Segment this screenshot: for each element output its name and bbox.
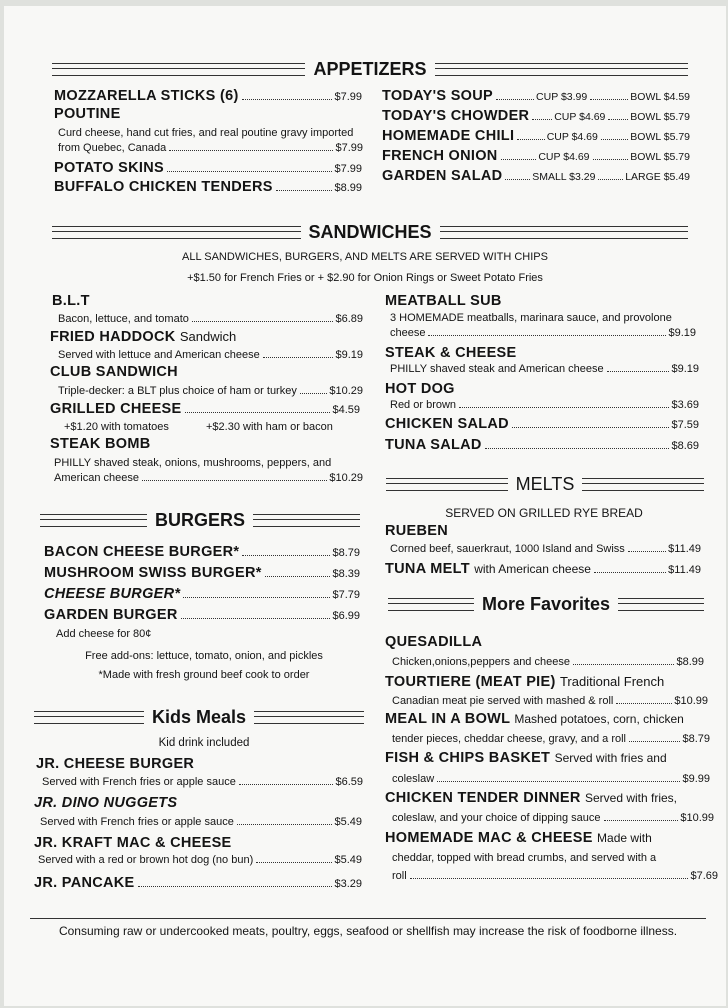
item-subtitle: with American cheese — [474, 562, 591, 576]
item-price: $10.99 — [674, 695, 708, 707]
item-subtitle: Served with fries and — [554, 751, 667, 765]
favorites-title: More Favorites — [481, 594, 611, 614]
item-desc: coleslaw, and your choice of dipping sauce — [392, 812, 601, 824]
addon-ham-bacon: +$2.30 with ham or bacon — [206, 421, 333, 433]
item-price: $11.49 — [668, 543, 701, 555]
item-desc: Served with a red or brown hot dog (no bun) — [38, 854, 254, 866]
menu-item-meal-bowl — [392, 733, 710, 745]
menu-item-garden-burger — [44, 607, 360, 623]
item-price: $7.99 — [335, 142, 363, 154]
menu-item-cheese-burger — [44, 586, 360, 602]
sandwiches-title: SANDWICHES — [308, 222, 432, 242]
item-subtitle: Made with — [597, 831, 652, 845]
menu-item-meatball — [390, 327, 696, 339]
item-name-hot-dog: HOT DOG — [385, 381, 455, 397]
item-name-steak-bomb: STEAK BOMB — [50, 436, 151, 452]
item-subtitle: Traditional French — [559, 674, 665, 689]
large-price: LARGE $5.49 — [625, 171, 690, 183]
item-price: $7.59 — [671, 419, 699, 431]
menu-item-tuna-salad — [385, 437, 699, 453]
menu-item-jr-dino — [40, 816, 362, 828]
item-desc-steak-bomb: PHILLY shaved steak, onions, mushrooms, peppers, and — [54, 457, 332, 469]
item-desc: coleslaw — [392, 773, 435, 785]
menu-item-homemade-chili — [382, 128, 690, 144]
item-desc: Triple-decker: a BLT plus choice of ham or turkey — [58, 385, 297, 397]
favorites-header — [388, 594, 704, 615]
appetizers-header — [52, 59, 688, 80]
menu-item-rueben — [390, 543, 701, 555]
item-name-meatball: MEATBALL SUB — [385, 293, 502, 309]
item-name-club: CLUB SANDWICH — [50, 364, 178, 380]
item-desc: roll — [392, 870, 407, 882]
item-name-tourtiere — [385, 674, 664, 690]
item-name: TUNA SALAD — [385, 437, 482, 453]
menu-item-mushroom-burger — [44, 565, 360, 581]
item-name: CHICKEN SALAD — [385, 416, 509, 432]
menu-item-potato-skins — [54, 160, 362, 176]
menu-item-hot-dog — [390, 399, 699, 411]
item-subtitle: Sandwich — [179, 329, 237, 344]
item-name: MUSHROOM SWISS BURGER* — [44, 565, 262, 581]
menu-item-tender-dinner — [392, 812, 714, 824]
item-desc: Served with French fries or apple sauce — [40, 816, 234, 828]
melts-title: MELTS — [515, 474, 575, 494]
footer-divider — [30, 918, 706, 919]
item-name: CHICKEN TENDER DINNER — [385, 790, 581, 806]
item-name-meal-bowl — [385, 711, 684, 727]
item-name: FRIED HADDOCK — [50, 329, 176, 345]
menu-item-grilled-cheese — [50, 401, 360, 417]
item-name: GRILLED CHEESE — [50, 401, 182, 417]
item-subtitle: Served with fries, — [584, 791, 678, 805]
item-desc: Canadian meat pie served with mashed & roll — [392, 695, 614, 707]
cup-price: CUP $3.99 — [536, 91, 588, 103]
kids-drink-note: Kid drink included — [158, 737, 250, 749]
menu-item-poutine — [58, 142, 363, 154]
item-desc: Corned beef, sauerkraut, 1000 Island and Swiss — [390, 543, 625, 555]
item-name: BACON CHEESE BURGER* — [44, 544, 240, 560]
bowl-price: BOWL $5.79 — [630, 111, 690, 123]
item-price: $8.99 — [676, 656, 704, 668]
item-price: $6.59 — [335, 776, 363, 788]
menu-item-steak-cheese — [390, 363, 699, 375]
menu-item-fish-chips — [392, 773, 710, 785]
item-price: $7.99 — [334, 163, 362, 175]
item-name: JR. PANCAKE — [34, 875, 135, 891]
divider — [618, 598, 704, 611]
small-price: SMALL $3.29 — [532, 171, 596, 183]
item-price: $10.99 — [680, 812, 714, 824]
foodborne-warning: Consuming raw or undercooked meats, poultry, eggs, seafood or shellfish may increase the risk of foodborne illness. — [58, 924, 678, 938]
item-price: $9.99 — [682, 773, 710, 785]
divider — [253, 514, 360, 527]
item-price: $9.19 — [671, 363, 699, 375]
menu-item-blt — [58, 313, 363, 325]
item-name-mac-cheese — [385, 830, 652, 846]
menu-page — [4, 6, 726, 1006]
item-name: MEAL IN A BOWL — [385, 711, 511, 727]
kids-header — [34, 707, 364, 728]
item-price: $9.19 — [335, 349, 363, 361]
item-name: TUNA MELT — [385, 561, 470, 577]
item-name-blt: B.L.T — [52, 293, 90, 309]
menu-item-tuna-melt — [385, 561, 701, 577]
item-name: CHEESE BURGER* — [44, 586, 181, 602]
item-name: POTATO SKINS — [54, 160, 164, 176]
menu-item-chicken-salad — [385, 416, 699, 432]
burgers-header — [40, 510, 360, 531]
menu-item-jr-cheese-burger — [42, 776, 363, 788]
item-desc: Served with lettuce and American cheese — [58, 349, 260, 361]
bowl-price: BOWL $5.79 — [630, 151, 690, 163]
kids-title: Kids Meals — [151, 707, 247, 727]
menu-item-mac-cheese — [392, 870, 718, 882]
item-desc: PHILLY shaved steak and American cheese — [390, 363, 604, 375]
item-price: $5.49 — [334, 816, 362, 828]
item-desc: Red or brown — [390, 399, 457, 411]
menu-item-quesadilla — [392, 656, 704, 668]
divider — [435, 63, 688, 76]
item-price: $7.69 — [690, 870, 718, 882]
divider — [386, 478, 508, 491]
divider — [582, 478, 704, 491]
fresh-beef-note: *Made with fresh ground beef cook to order — [98, 669, 310, 681]
item-price: $8.99 — [334, 182, 362, 194]
divider — [52, 226, 301, 239]
menu-item-jr-kraft — [38, 854, 362, 866]
item-price: $11.49 — [668, 564, 701, 576]
item-name-quesadilla: QUESADILLA — [385, 634, 483, 650]
sandwiches-sides-note: +$1.50 for French Fries or + $2.90 for Onion Rings or Sweet Potato Fries — [187, 272, 543, 284]
item-name: HOMEMADE MAC & CHEESE — [385, 830, 593, 846]
divider — [40, 514, 147, 527]
menu-item-todays-chowder — [382, 108, 690, 124]
appetizers-title: APPETIZERS — [313, 59, 427, 79]
item-desc: cheese — [390, 327, 426, 339]
item-name: FISH & CHIPS BASKET — [385, 750, 551, 766]
item-name-jr-cheese-burger: JR. CHEESE BURGER — [36, 756, 195, 772]
item-name-rueben: RUEBEN — [385, 523, 449, 539]
menu-item-jr-pancake — [34, 875, 362, 891]
item-price: $6.89 — [335, 313, 363, 325]
burgers-title: BURGERS — [155, 510, 246, 530]
item-price: $8.69 — [671, 440, 699, 452]
item-name-jr-kraft: JR. KRAFT MAC & CHEESE — [34, 835, 232, 851]
melts-header — [386, 474, 704, 495]
item-price: $7.99 — [334, 91, 362, 103]
divider — [254, 711, 364, 724]
item-name: GARDEN SALAD — [382, 168, 503, 184]
item-desc: Bacon, lettuce, and tomato — [58, 313, 189, 325]
divider — [34, 711, 144, 724]
item-name: FRENCH ONION — [382, 148, 498, 164]
cup-price: CUP $4.69 — [538, 151, 590, 163]
item-price: $7.79 — [332, 589, 360, 601]
item-name-tender-dinner — [385, 790, 677, 806]
divider — [52, 63, 305, 76]
sandwiches-note: ALL SANDWICHES, BURGERS, AND MELTS ARE SERVED WITH CHIPS — [182, 251, 548, 263]
menu-item-buffalo — [54, 179, 362, 195]
menu-item-steak-bomb — [54, 472, 363, 484]
item-price: $3.29 — [334, 878, 362, 890]
item-price: $3.69 — [671, 399, 699, 411]
add-cheese-note: Add cheese for 80¢ — [56, 628, 152, 640]
cup-price: CUP $4.69 — [554, 111, 606, 123]
item-price: $4.59 — [332, 404, 360, 416]
menu-item-mozzarella — [54, 88, 362, 104]
bowl-price: BOWL $5.79 — [630, 131, 691, 143]
item-name-steak-cheese: STEAK & CHEESE — [385, 345, 517, 361]
item-price: $6.99 — [332, 610, 360, 622]
melts-served-note: SERVED ON GRILLED RYE BREAD — [445, 506, 643, 520]
menu-item-haddock — [58, 349, 363, 361]
item-price: $9.19 — [668, 327, 696, 339]
item-price: $10.29 — [329, 385, 363, 397]
item-name-jr-dino: JR. DINO NUGGETS — [34, 795, 178, 811]
divider — [388, 598, 474, 611]
menu-item-french-onion — [382, 148, 690, 164]
bowl-price: BOWL $4.59 — [630, 91, 691, 103]
item-price: $8.79 — [682, 733, 710, 745]
item-price: $10.29 — [329, 472, 363, 484]
menu-item-club — [58, 385, 363, 397]
item-subtitle: Mashed potatoes, corn, chicken — [514, 712, 684, 726]
item-desc: from Quebec, Canada — [58, 142, 167, 154]
menu-item-bacon-burger — [44, 544, 360, 560]
menu-item-garden-salad — [382, 168, 690, 184]
item-price: $5.49 — [334, 854, 362, 866]
cup-price: CUP $4.69 — [546, 131, 598, 143]
item-price: $8.79 — [332, 547, 360, 559]
item-desc: American cheese — [54, 472, 139, 484]
divider — [440, 226, 689, 239]
item-desc-poutine: Curd cheese, hand cut fries, and real poutine gravy imported — [58, 127, 354, 139]
item-name-haddock — [50, 329, 236, 345]
menu-item-todays-soup — [382, 88, 690, 104]
item-desc-meatball: 3 HOMEMADE meatballs, marinara sauce, and provolone — [390, 312, 672, 324]
item-desc: tender pieces, cheddar cheese, gravy, and a roll — [392, 733, 626, 745]
item-price: $8.39 — [332, 568, 360, 580]
item-desc-mac-cheese: cheddar, topped with bread crumbs, and served with a — [392, 852, 657, 864]
item-desc: Served with French fries or apple sauce — [42, 776, 236, 788]
item-name: MOZZARELLA STICKS (6) — [54, 88, 239, 104]
item-name: BUFFALO CHICKEN TENDERS — [54, 179, 273, 195]
addon-tomatoes: +$1.20 with tomatoes — [64, 421, 169, 433]
item-desc: Chicken,onions,peppers and cheese — [392, 656, 570, 668]
menu-item-tourtiere — [392, 695, 708, 707]
item-name-fish-chips — [385, 750, 667, 766]
item-name: TOURTIERE (MEAT PIE) — [385, 674, 556, 690]
item-name: TODAY'S CHOWDER — [382, 108, 530, 124]
sandwiches-header — [52, 222, 688, 243]
item-name: GARDEN BURGER — [44, 607, 178, 623]
item-name: HOMEMADE CHILI — [382, 128, 515, 144]
item-name: TODAY'S SOUP — [382, 88, 493, 104]
free-addons-note: Free add-ons: lettuce, tomato, onion, and pickles — [85, 650, 323, 662]
item-name-poutine: POUTINE — [54, 106, 121, 122]
